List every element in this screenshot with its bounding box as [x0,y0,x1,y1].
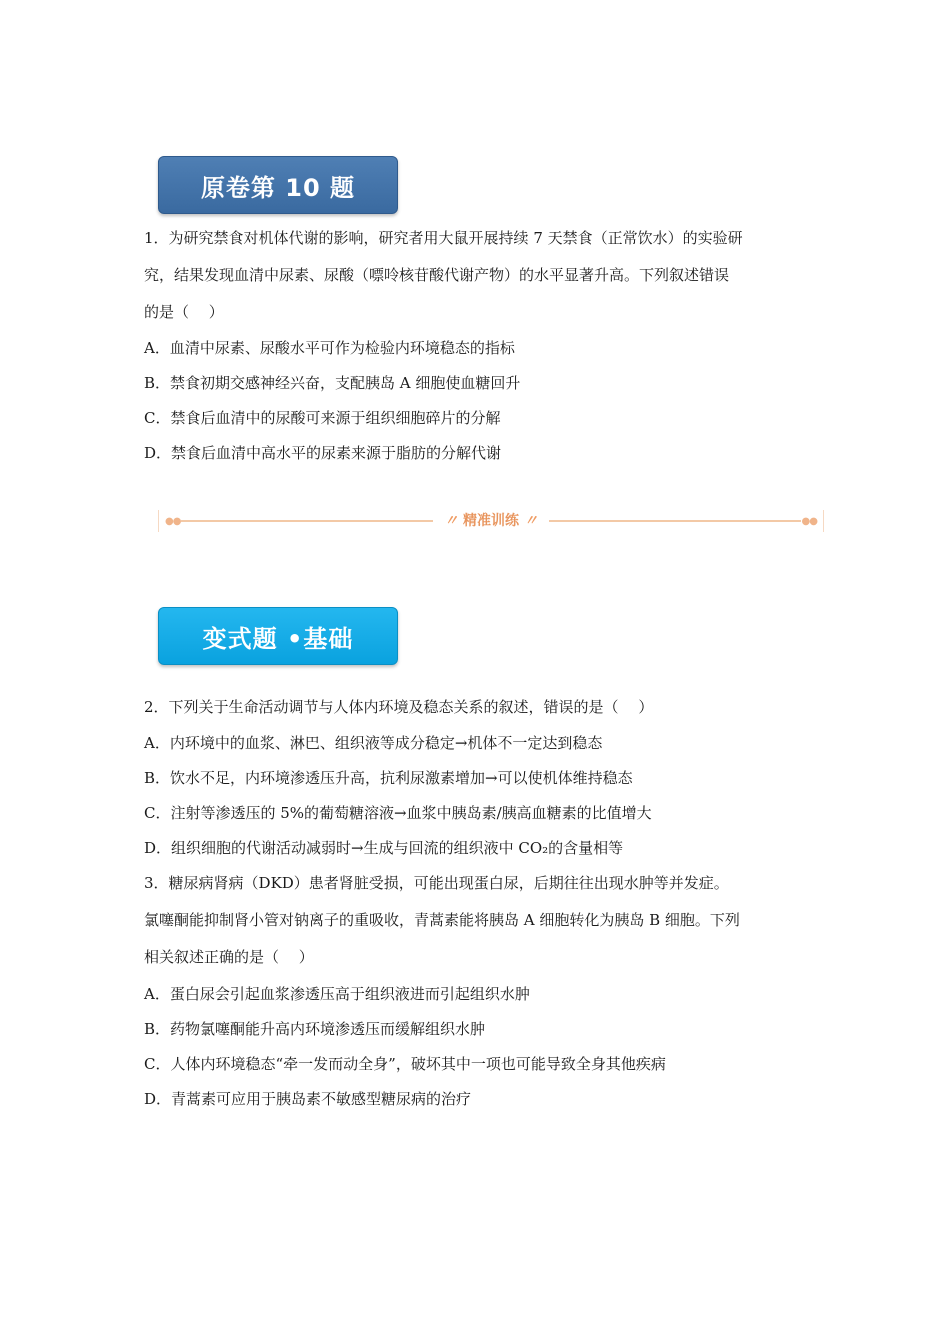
q2-option-b: B．饮水不足，内环境渗透压升高，抗利尿激素增加→可以使机体维持稳态 [144,769,633,787]
q3-option-c: C．人体内环境稳态“牵一发而动全身”，破坏其中一项也可能导致全身其他疾病 [144,1055,666,1073]
original-question-banner [158,156,398,214]
q1-option-b: B．禁食初期交感神经兴奋，支配胰岛 A 细胞使血糖回升 [144,374,521,392]
divider-rule-left [181,520,433,522]
q3-option-a: A．蛋白尿会引起血浆渗透压高于组织液进而引起组织水肿 [144,985,530,1003]
variant-question-banner [158,607,398,665]
section-divider [158,510,824,532]
original-question-banner-label: 原卷第 10 题 [200,173,356,202]
q2-stem-line-1: 2．下列关于生命活动调节与人体内环境及稳态关系的叙述，错误的是（ ） [144,698,654,716]
divider-dots-left-icon: ●● [165,516,181,527]
q3-option-b: B．药物氯噻酮能升高内环境渗透压而缓解组织水肿 [144,1020,486,1038]
divider-rule-right [549,520,801,522]
q2-option-a: A．内环境中的血浆、淋巴、组织液等成分稳定→机体不一定达到稳态 [144,734,603,752]
q3-stem-line-3: 相关叙述正确的是（ ） [144,948,314,966]
divider-label: 精准训练 [463,513,519,529]
q1-option-c: C．禁食后血清中的尿酸可来源于组织细胞碎片的分解 [144,409,501,427]
q1-stem-line-2: 究，结果发现血清中尿素、尿酸（嘌呤核苷酸代谢产物）的水平显著升高。下列叙述错误 [144,266,730,284]
q2-option-c: C．注射等渗透压的 5%的葡萄糖溶液→血浆中胰岛素/胰高血糖素的比值增大 [144,804,652,822]
q3-stem-line-1: 3．糖尿病肾病（DKD）患者肾脏受损，可能出现蛋白尿，后期往往出现水肿等并发症。 [144,874,729,892]
q3-option-d: D．青蒿素可应用于胰岛素不敏感型糖尿病的治疗 [144,1090,472,1108]
q1-stem-line-1: 1．为研究禁食对机体代谢的影响，研究者用大鼠开展持续 7 天禁食（正常饮水）的实验研 [144,229,743,247]
divider-dots-right-icon: ●● [801,516,817,527]
q1-option-d: D．禁食后血清中高水平的尿素来源于脂肪的分解代谢 [144,444,502,462]
variant-question-banner-label: 变式题 •基础 [202,624,354,653]
q3-stem-line-2: 氯噻酮能抑制肾小管对钠离子的重吸收，青蒿素能将胰岛 A 细胞转化为胰岛 B 细胞。下列 [144,911,740,929]
q1-stem-line-3: 的是（ ） [144,303,224,321]
divider-mark-right-icon: 〃 [523,513,538,529]
q2-option-d: D．组织细胞的代谢活动减弱时→生成与回流的组织液中 CO₂的含量相等 [144,839,624,857]
q1-option-a: A．血清中尿素、尿酸水平可作为检验内环境稳态的指标 [144,339,515,357]
divider-title [435,510,547,532]
divider-mark-left-icon: 〃 [444,513,459,529]
